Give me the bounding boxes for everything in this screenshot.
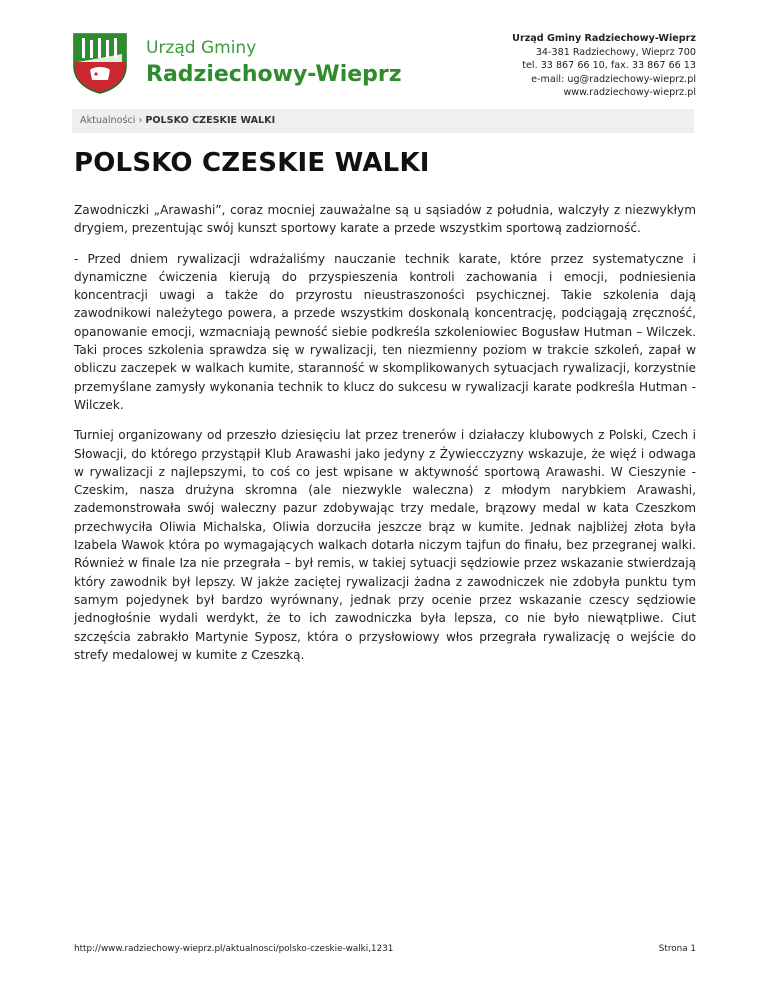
coat-of-arms-icon <box>72 32 128 94</box>
logo-line-1: Urząd Gminy <box>146 38 257 58</box>
breadcrumb <box>72 109 694 133</box>
office-email[interactable]: e-mail: ug@radziechowy-wieprz.pl <box>531 73 696 85</box>
article-paragraph-2: - Przed dniem rywalizacji wdrażaliśmy nauczanie technik karate, które przez systematyczne i dynamiczne ćwiczenia kierują do przyspieszenia kontroli zachowania i emocji, podniesienia koncentracji uwagi a także do przyrostu nieustraszoności psychicznej. Takie szkolenia dają zawodnikowi należytego powera, a przede wszystkim doskonalą koncentrację, podciągają zręczność, opanowanie emocji, wzmacniają pewność siebie podkreśla szkoleniowiec Bogusław Hutman – Wilczek. Taki proces szkolenia sprawdza się w rywalizacji, ten niezmienny poziom w trakcie szkoleń, zapał w obliczu zaczepek w walkach kumite, staranność w skomplikowanych sytuacjach rywalizacji, korzystnie przemyślane zamysły wykonania technik to klucz do sukcesu w rywalizacji karate podkreśla Hutman - Wilczek. <box>74 251 696 412</box>
site-logo[interactable] <box>72 32 402 94</box>
logo-line-2: Radziechowy-Wieprz <box>146 62 402 87</box>
office-name: Urząd Gminy Radziechowy-Wieprz <box>512 33 696 44</box>
page-title: POLSKO CZESKIE WALKI <box>74 148 430 178</box>
contact-block <box>512 32 696 100</box>
article-paragraph-1: Zawodniczki „Arawashi”, coraz mocniej zauważalne są u sąsiadów z południa, walczyły z niezwykłym drygiem, prezentując swój kunszt sportowy karate a przede wszystkim sportową zadziorność. <box>74 203 696 236</box>
breadcrumb-separator: › <box>138 115 143 126</box>
page-number: Strona 1 <box>658 944 696 954</box>
article-body <box>74 201 696 676</box>
office-phone: tel. 33 867 66 10, fax. 33 867 66 13 <box>522 60 696 71</box>
office-website[interactable]: www.radziechowy-wieprz.pl <box>563 87 696 98</box>
breadcrumb-current: POLSKO CZESKIE WALKI <box>145 115 276 126</box>
office-address: 34-381 Radziechowy, Wieprz 700 <box>535 46 696 58</box>
footer-url: http://www.radziechowy-wieprz.pl/aktualnosci/polsko-czeskie-walki,1231 <box>74 944 394 954</box>
article-paragraph-3: Turniej organizowany od przeszło dziesięciu lat przez trenerów i działaczy klubowych z Polski, Czech i Słowacji, do którego przystąpił Klub Arawashi jako jedyny z Żywiecczyzny wskazuje, że więź i odwaga w rywalizacji z najlepszymi, to coś co jest wpisane w aktywność sportową Arawashi. W Cieszynie - Czeskim, nasza drużyna skromna (ale niezwykle waleczna) z młodym narybkiem Arawashi, zademonstrowała swój waleczny pazur zdobywając trzy medale, brązowy medal w kata Czeszkom przechwyciła Oliwia Michalska, Oliwia dorzuciła jeszcze brąz w kumite. Jednak najbliżej złota była Izabela Wawok która po wymagających walkach dotarła niczym tajfun do finału, bez przegranej walki. Również w finale Iza nie przegrała – był remis, w takiej sytuacji sędziowie przez wskazanie stwierdzają który zawodnik był lepszy. W jakże zaciętej rywalizacji żadna z zawodniczek nie zdobyła punktu tym samym pojedynek był bardzo wyrównany, jednak przy ocenie przez wskazanie czescy sędziowie jednogłośnie wydali werdykt, że to ich zawodniczka była lepsza, co nie było niewątpliwe. Ciut szczęścia zabrakło Martynie Syposz, która o przysłowiowy włos przegrała rywalizację o wejście do strefy medalowej w kumite z Czeszką. <box>74 428 696 662</box>
breadcrumb-link-news[interactable]: Aktualności <box>80 115 136 126</box>
